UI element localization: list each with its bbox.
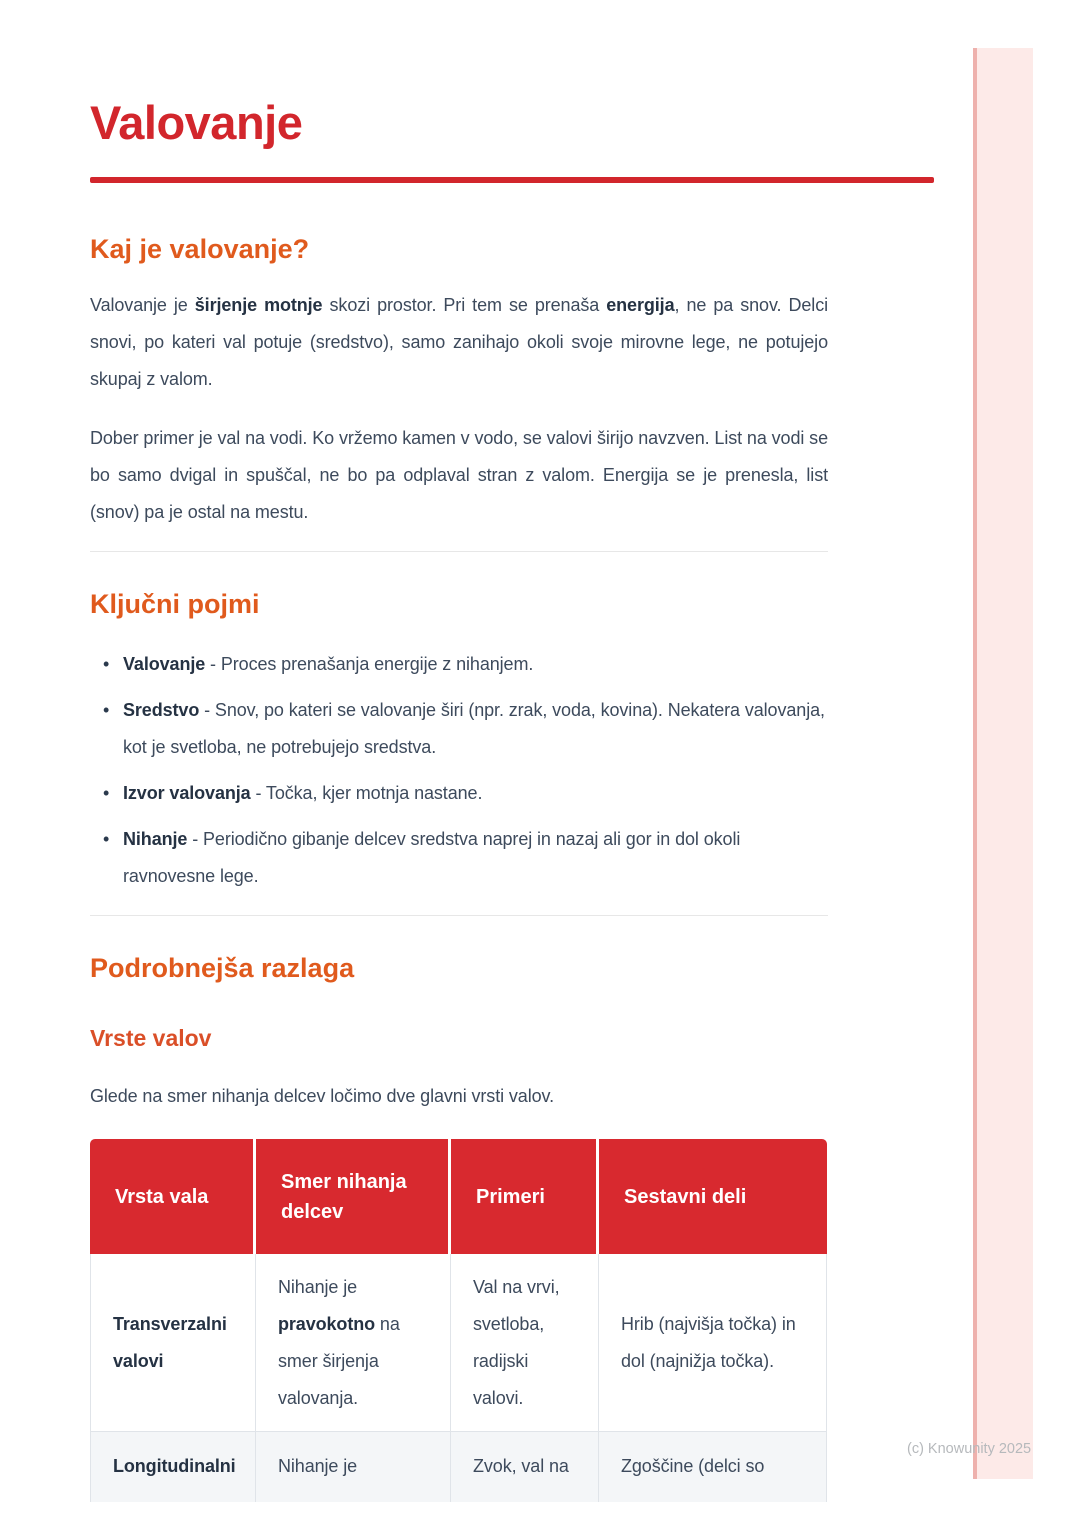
section-heading-key-terms: Ključni pojmi <box>90 589 260 619</box>
wave-types-intro: Glede na smer nihanja delcev ločimo dve glavni vrsti valov. <box>90 1086 554 1106</box>
key-term-item: • Nihanje - Periodično gibanje delcev sredstva naprej in nazaj ali gor in dol okoli ravnovesne lege. <box>90 821 828 895</box>
table-cell: Nihanje je <box>256 1432 451 1502</box>
section-divider <box>90 551 828 552</box>
section-divider <box>90 915 828 916</box>
section-detail <box>90 952 828 1502</box>
table-row <box>90 1254 827 1432</box>
table-cell: Zvok, val na <box>451 1432 599 1502</box>
table-header-row <box>90 1139 827 1254</box>
table-header-cell: Smer nihanja delcev <box>256 1139 451 1254</box>
key-term-item: • Sredstvo - Snov, po kateri se valovanje širi (npr. zrak, voda, kovina). Nekatera valovanja, kot je svetloba, ne potrebujejo sredstva. <box>90 692 828 766</box>
section-key-terms <box>90 588 828 895</box>
copyright-note: (c) Knowunity 2025 <box>907 1441 1032 1457</box>
table-header-cell: Vrsta vala <box>90 1139 256 1254</box>
table-header-cell: Sestavni deli <box>599 1139 827 1254</box>
document-content <box>90 96 828 1502</box>
section-intro <box>90 233 828 531</box>
page-title: Valovanje <box>90 96 303 149</box>
table-cell: Nihanje je pravokotno na smer širjenja valovanja. <box>256 1254 451 1432</box>
key-term-item: • Valovanje - Proces prenašanja energije z nihanjem. <box>90 646 828 683</box>
wave-types-table <box>90 1139 827 1502</box>
sub-heading-wave-types: Vrste valov <box>90 1025 212 1051</box>
table-cell: Transverzalni valovi <box>90 1254 256 1432</box>
accent-strip <box>973 48 1033 1479</box>
table-header-cell: Primeri <box>451 1139 599 1254</box>
table-row <box>90 1432 827 1502</box>
table-cell: Longitudinalni <box>90 1432 256 1502</box>
table-cell: Hrib (najvišja točka) in dol (najnižja točka). <box>599 1254 827 1432</box>
title-rule <box>90 177 934 183</box>
table-cell: Zgoščine (delci so <box>599 1432 827 1502</box>
table-cell: Val na vrvi, svetloba, radijski valovi. <box>451 1254 599 1432</box>
intro-paragraph: Valovanje je širjenje motnje skozi prostor. Pri tem se prenaša energija, ne pa snov. Delci snovi, po kateri val potuje (sredstvo), samo zanihajo okoli svoje mirovne lege, ne potujejo skupaj z valom. <box>90 295 828 389</box>
key-term-item: • Izvor valovanja - Točka, kjer motnja nastane. <box>90 775 828 812</box>
intro-paragraph: Dober primer je val na vodi. Ko vržemo kamen v vodo, se valovi širijo navzven. List na vodi se bo samo dvigal in spuščal, ne bo pa odplaval stran z valom. Energija se je prenesla, list (snov) pa je ostal na mestu. <box>90 428 828 522</box>
section-heading-intro: Kaj je valovanje? <box>90 234 310 264</box>
key-term-list <box>90 646 828 895</box>
section-heading-detail: Podrobnejša razlaga <box>90 953 355 983</box>
